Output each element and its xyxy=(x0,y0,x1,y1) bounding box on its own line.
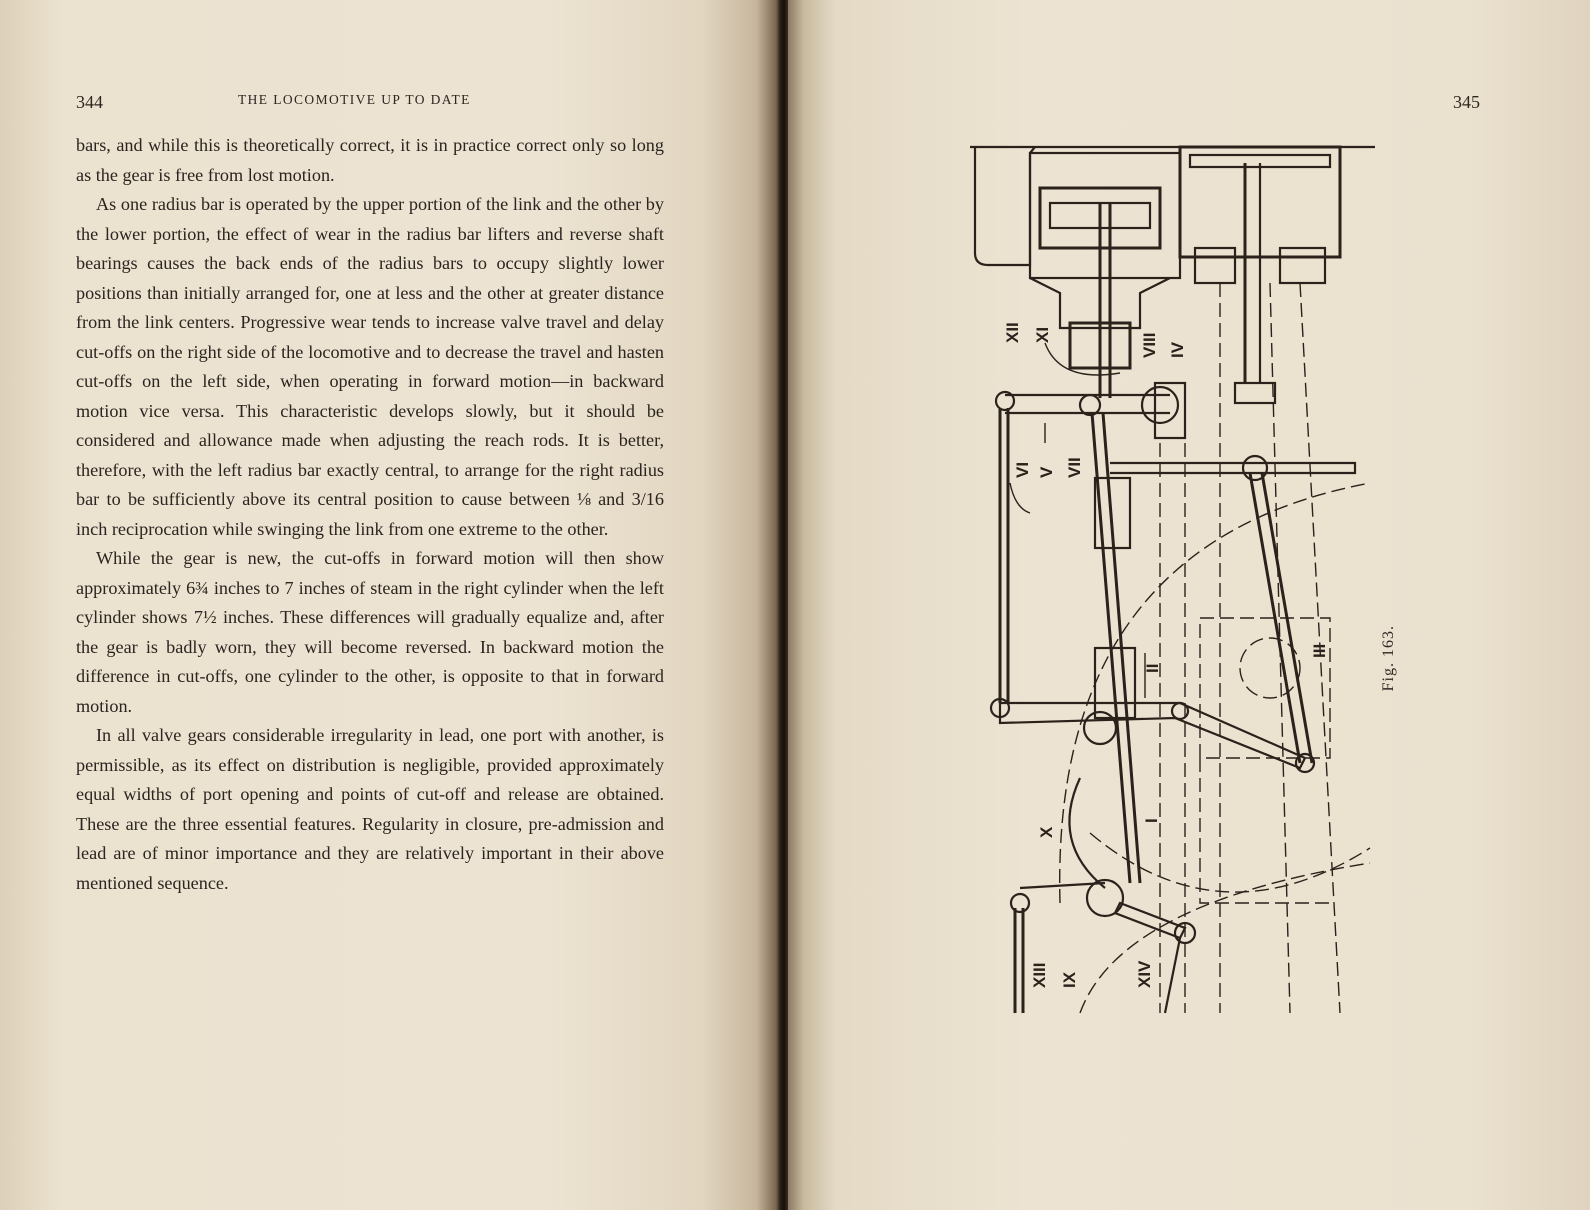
figure-caption-wrap xyxy=(1380,625,1410,715)
label-xiv: XIV xyxy=(1135,960,1154,988)
label-ix: IX xyxy=(1060,971,1079,988)
label-xiii: XIII xyxy=(1030,962,1049,988)
label-vi: VI xyxy=(1013,461,1032,478)
left-page xyxy=(0,0,780,1210)
book-gutter xyxy=(780,0,788,1210)
label-ii: II xyxy=(1143,663,1162,673)
figure-caption: Fig. 163. xyxy=(1380,625,1397,692)
label-i: I xyxy=(1142,818,1161,823)
label-iii: III xyxy=(1310,643,1329,658)
label-iv: IV xyxy=(1168,341,1187,358)
label-xi: XI xyxy=(1033,326,1052,343)
label-vii: VII xyxy=(1065,457,1084,478)
paragraph-3: While the gear is new, the cut-offs in forward motion will then show approximately 6¾ inches to 7 inches of steam in the right cylinder when the left cylinder shows 7½ inches. These differences will gradually equalize and, after the gear is badly worn, they will become reversed. In backward motion the difference in cut-offs, one cylinder to the other, is opposite to that in forward motion. xyxy=(76,548,664,716)
paragraph-2: As one radius bar is operated by the upper portion of the link and the other by the lower portion, the effect of wear in the radius bar lifters and reverse shaft bearings causes the back ends of the radius bars to occupy slightly lower positions than initially arranged for, one at less and the other at greater distance from the link centers. Progressive wear tends to increase valve travel and delay cut-offs on the right side of the locomotive and to decrease the travel and hasten cut-offs on the left side, when operating in forward motion—in backward motion vice versa. This characteristic develops slowly, but it should be considered and allowance made when adjusting the reach rods. It is better, therefore, with the left radius bar exactly central, to arrange for the right radius bar to be sufficiently above its central position to cause between ⅛ and 3/16 inch reciprocation while swinging the link from one extreme to the other. xyxy=(76,194,664,539)
page-number-left: 344 xyxy=(76,92,103,112)
paragraph-4: In all valve gears considerable irregularity in lead, one port with another, is permissible, as its effect on distribution is negligible, provided approximately equal widths of port opening and points of cut-off and release are obtained. These are the three essential features. Regularity in closure, pre-admission and lead are of minor importance and they are relatively important in their above mentioned sequence. xyxy=(76,725,664,893)
running-header: THE LOCOMOTIVE UP TO DATE xyxy=(238,92,471,107)
label-viii: VIII xyxy=(1140,332,1159,358)
label-xii: XII xyxy=(1003,322,1022,343)
label-v: V xyxy=(1037,466,1056,478)
body-text xyxy=(76,131,664,898)
paragraph-1: bars, and while this is theoretically correct, it is in practice correct only so long as the gear is free from lost motion. xyxy=(76,135,664,185)
page-number-right: 345 xyxy=(1453,92,1480,112)
label-x: X xyxy=(1037,826,1056,838)
valve-gear-diagram xyxy=(970,143,1380,1018)
